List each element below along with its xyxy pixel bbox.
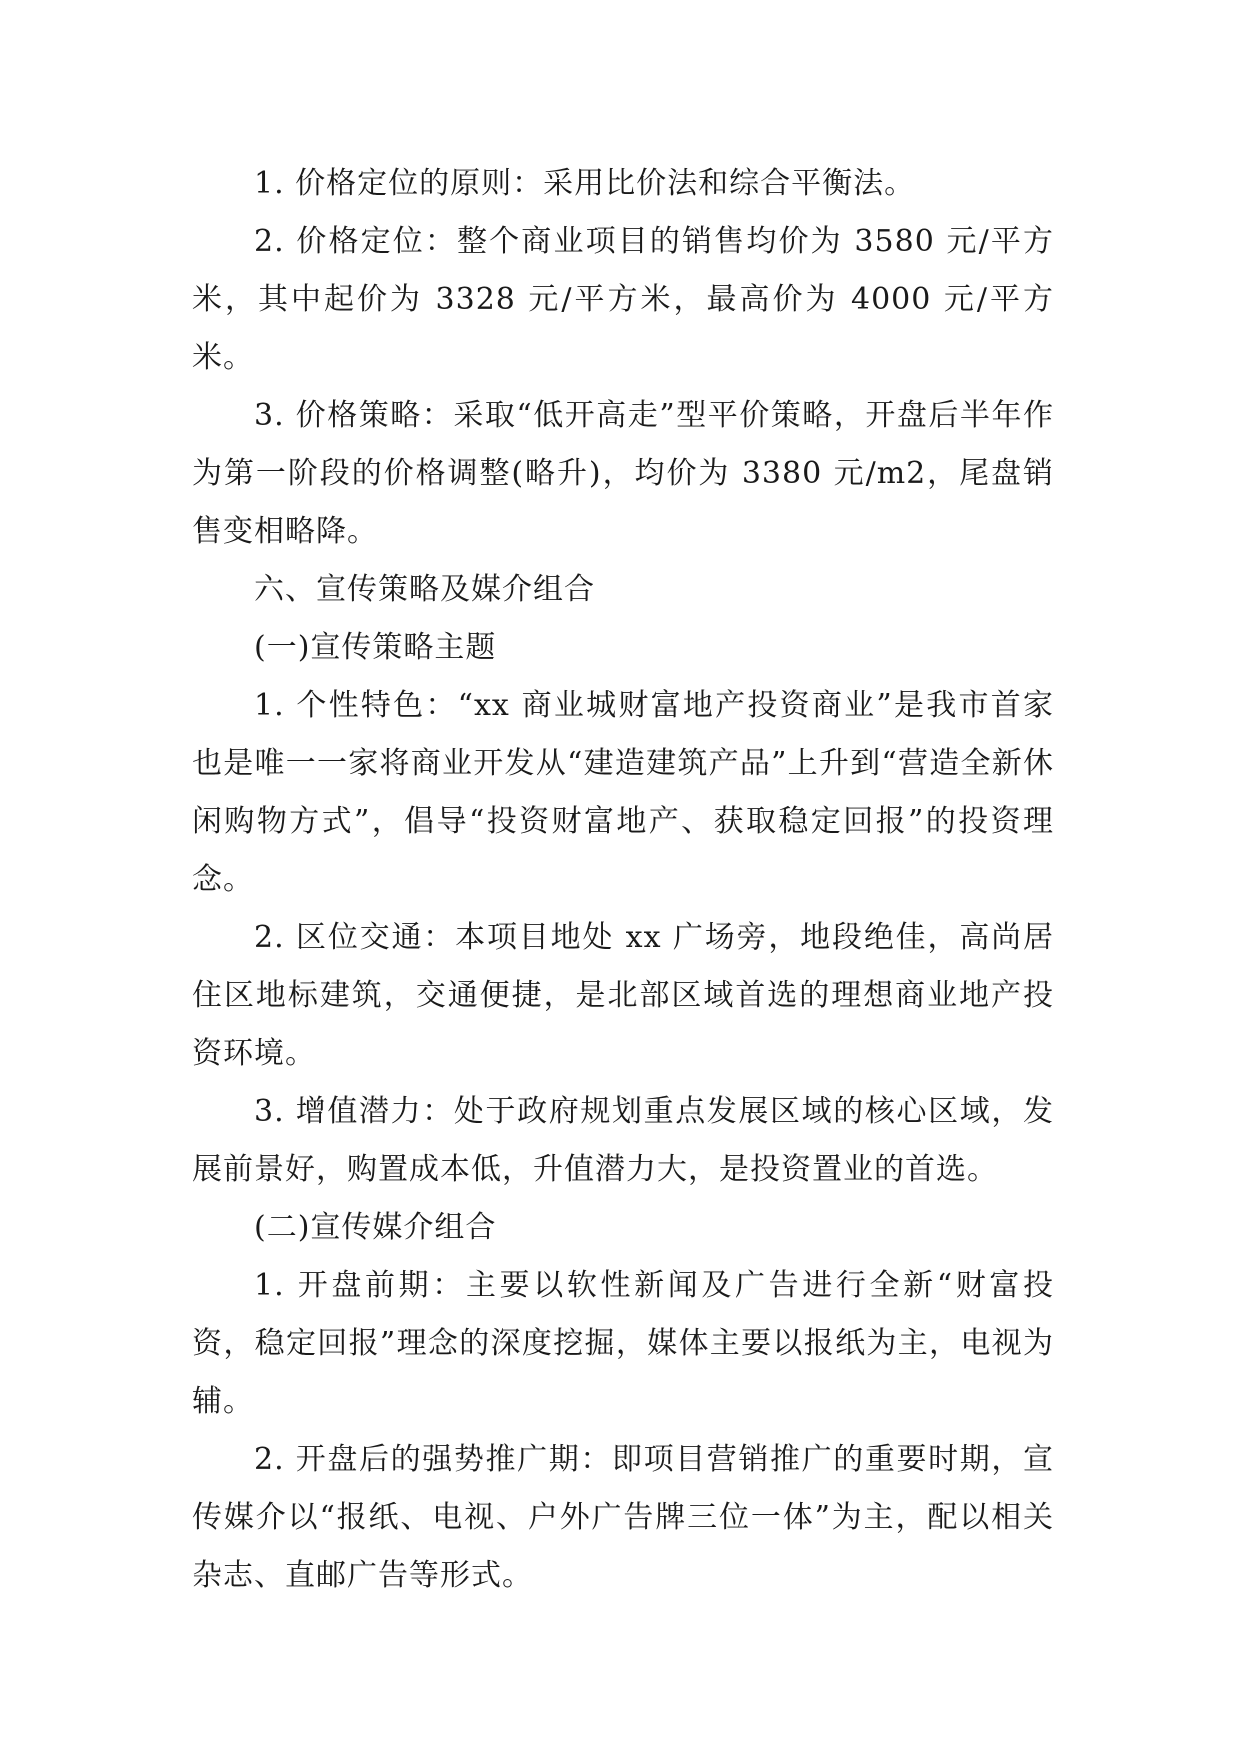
- theme-feature-paragraph: 1. 个性特色：“xx 商业城财富地产投资商业”是我市首家也是唯一一家将商业开发从“建造建筑产品”上升到“营造全新休闲购物方式”，倡导“投资财富地产、获取稳定回报”的投资理念。: [192, 688, 1054, 897]
- section-heading-promotion: 六、宣传策略及媒介组合: [254, 572, 595, 607]
- subheading-promotion-theme: (一)宣传策略主题: [254, 630, 497, 665]
- media-pre-opening-paragraph: 1. 开盘前期：主要以软性新闻及广告进行全新“财富投资，稳定回报”理念的深度挖掘，媒体主要以报纸为主，电视为辅。: [192, 1268, 1054, 1419]
- price-strategy-paragraph: 3. 价格策略：采取“低开高走”型平价策略，开盘后半年作为第一阶段的价格调整(略升)，均价为 3380 元/m2，尾盘销售变相略降。: [192, 398, 1054, 549]
- price-principle-paragraph: 1. 价格定位的原则：采用比价法和综合平衡法。: [254, 166, 916, 201]
- price-positioning-paragraph: 2. 价格定位：整个商业项目的销售均价为 3580 元/平方米，其中起价为 3328 元/平方米，最高价为 4000 元/平方米。: [192, 224, 1054, 375]
- theme-potential-paragraph: 3. 增值潜力：处于政府规划重点发展区域的核心区域，发展前景好，购置成本低，升值潜力大，是投资置业的首选。: [192, 1094, 1054, 1187]
- subheading-media-mix: (二)宣传媒介组合: [254, 1210, 497, 1245]
- media-post-opening-paragraph: 2. 开盘后的强势推广期：即项目营销推广的重要时期，宣传媒介以“报纸、电视、户外广告牌三位一体”为主，配以相关杂志、直邮广告等形式。: [192, 1442, 1054, 1593]
- theme-location-paragraph: 2. 区位交通：本项目地处 xx 广场旁，地段绝佳，高尚居住区地标建筑，交通便捷，是北部区域首选的理想商业地产投资环境。: [192, 920, 1054, 1071]
- document-body: [192, 155, 1054, 1605]
